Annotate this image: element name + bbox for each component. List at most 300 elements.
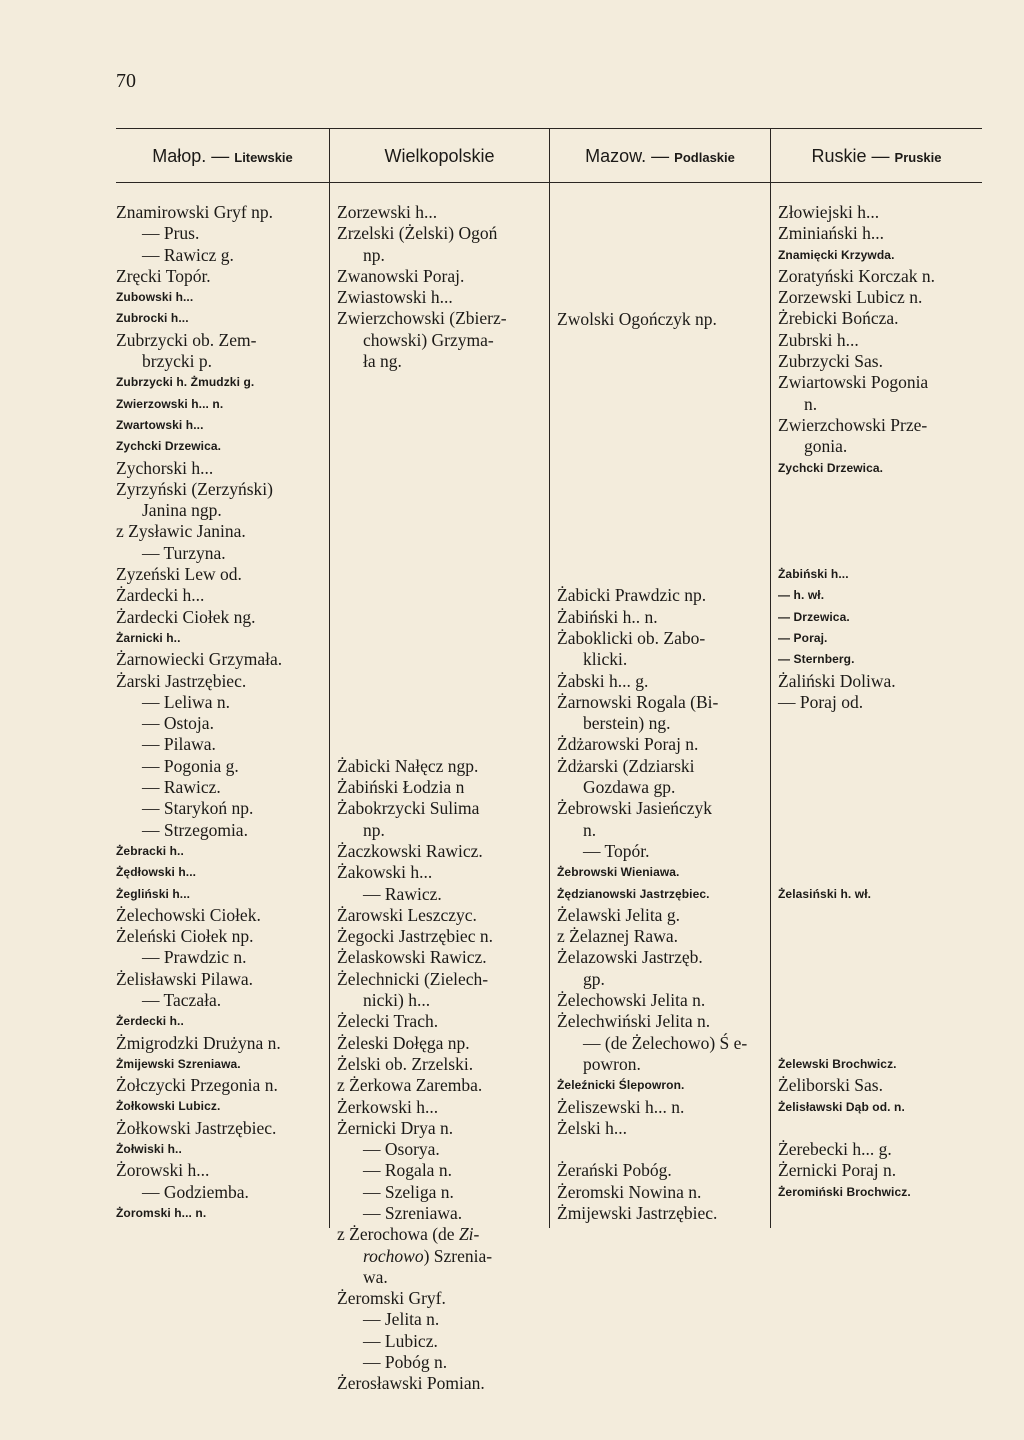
entry (337, 1160, 547, 1181)
entry (116, 990, 328, 1011)
entry-text: Żabiński h... (778, 567, 849, 582)
column-divider (329, 128, 330, 1228)
entry-text: — Jelita n. (363, 1309, 440, 1330)
entry-text: Żrebicki Bończa. (778, 308, 899, 329)
column-wielkopolskie (337, 202, 547, 1395)
entry-text: ła ng. (363, 351, 402, 372)
entry (778, 1054, 982, 1075)
entry (116, 351, 328, 372)
entry-text: Zubowski h... (116, 290, 194, 305)
column-spacer (778, 905, 982, 1054)
entry-text: Żaboklicki ob. Zabo- (557, 627, 706, 648)
entry (116, 607, 328, 628)
entry (116, 777, 328, 798)
entry-text: — Prus. (142, 223, 200, 244)
entry-text: Żabiński Łodzia n (337, 777, 465, 798)
entry-text: — Turzyna. (142, 542, 226, 563)
entry-text: Żędzianowski Jastrzębiec. (557, 886, 710, 901)
entry-text: Żelechowski Ciołek. (116, 904, 261, 925)
entry-text: Żmigrodzki Drużyna n. (116, 1032, 281, 1053)
entry-text: np. (363, 244, 385, 265)
entry-text: z Żelaznej Rawa. (557, 926, 678, 947)
entry-text: — Rogala n. (363, 1160, 452, 1181)
entry-text: — Prawdzic n. (142, 947, 247, 968)
entry (557, 607, 768, 628)
entry (116, 394, 328, 415)
entry-text: — Rawicz. (363, 883, 442, 904)
entry (116, 969, 328, 990)
entry-text: — Pogonia g. (142, 755, 239, 776)
entry-text: z Zysławic Janina. (116, 521, 246, 542)
entry (778, 372, 982, 393)
entry-text: Zyzeński Lew od. (116, 564, 242, 585)
header-col3 (550, 146, 770, 174)
entry (337, 1224, 547, 1245)
column-mazow-podlaskie (557, 202, 768, 1224)
entry (337, 223, 547, 244)
entry-text: z Żerkowa Zaremba. (337, 1075, 483, 1096)
entry-text: Żeromski Nowina n. (557, 1181, 702, 1202)
column-malop-litewskie (116, 202, 328, 1224)
entry (116, 756, 328, 777)
entry (778, 436, 982, 457)
entry (116, 1033, 328, 1054)
entry-text: Żakowski h... (337, 862, 433, 883)
entry-text: — Leliwa n. (142, 691, 230, 712)
entry-text: Gozdawa gp. (583, 777, 676, 798)
entry (337, 351, 547, 372)
entry-text: klicki. (583, 649, 628, 670)
entry (778, 287, 982, 308)
entry-text: Zubrzycki Sas. (778, 351, 883, 372)
entry (116, 585, 328, 606)
entry (337, 798, 547, 819)
entry-text: — Drzewica. (778, 609, 850, 624)
entry-text: Żebracki h.. (116, 843, 184, 858)
entry-text: berstein) ng. (583, 713, 671, 734)
entry-text: Znamirowski Gryf np. (116, 202, 273, 222)
entry (116, 287, 328, 308)
entry (337, 308, 547, 329)
entry-text: Żerebecki h... g. (778, 1139, 892, 1160)
entry-text: Zwierzchowski (Zbierz- (337, 308, 507, 329)
entry-text: Żelisławski Dąb od. n. (778, 1099, 905, 1114)
entry-text: — Osorya. (363, 1139, 440, 1160)
entry (557, 1054, 768, 1075)
entry-text: Żelechwiński Jelita n. (557, 1011, 711, 1032)
entry (778, 308, 982, 329)
entry-text: Zorzewski Lubicz n. (778, 287, 923, 308)
entry (337, 1097, 547, 1118)
entry-text: — Rawicz. (142, 777, 221, 798)
entry-text: Znamięcki Krzywda. (778, 247, 895, 262)
entry (778, 351, 982, 372)
entry-text: Zwolski Ogończyk np. (557, 308, 717, 329)
entry-text: — (de Żelechowo) Ś e- (583, 1032, 748, 1053)
entry (557, 1033, 768, 1054)
column-spacer (557, 1139, 768, 1160)
entry-text: Zychorski h... (116, 457, 214, 478)
entry-text: — Pobóg n. (363, 1352, 448, 1373)
entry (778, 585, 982, 606)
entry (557, 692, 768, 713)
entry (337, 1075, 547, 1096)
entry-text: Żarowski Leszczyc. (337, 904, 477, 925)
entry (116, 1011, 328, 1032)
entry (116, 1160, 328, 1181)
entry (778, 692, 982, 713)
entry-text: Zyrzyński (Zerzyński) (116, 478, 273, 499)
entry-text: Zwierzowski h... n. (116, 396, 224, 411)
entry (778, 1139, 982, 1160)
entry (116, 1118, 328, 1139)
entry-text: Zwierzchowski Prze- (778, 414, 928, 435)
entry (337, 1331, 547, 1352)
entry (116, 458, 328, 479)
header-col1-sep: — (206, 146, 235, 166)
entry (116, 330, 328, 351)
entry-text: Żarnicki h.. (116, 630, 181, 645)
entry-text: Żędłowski h... (116, 865, 197, 880)
header-col1-sub: Litewskie (234, 150, 293, 165)
entry (337, 245, 547, 266)
entry (116, 862, 328, 883)
entry-text: — h. wł. (778, 588, 825, 603)
entry (116, 905, 328, 926)
column-spacer (778, 1118, 982, 1139)
entry (116, 308, 328, 329)
column-spacer (557, 330, 768, 586)
entry (557, 713, 768, 734)
entry-text: Żabiński h.. n. (557, 606, 658, 627)
entry-text: Żelski h... (557, 1117, 627, 1138)
entry (116, 1139, 328, 1160)
entry (337, 969, 547, 990)
column-ruskie-pruskie (778, 202, 982, 1203)
entry-text: Żelechowski Jelita n. (557, 990, 706, 1011)
entry-text: Żeleński Ciołek np. (116, 926, 254, 947)
entry-text: np. (363, 819, 385, 840)
entry-text: Żołwiski h.. (116, 1142, 182, 1157)
entry (557, 947, 768, 968)
entry-text: Żabokrzycki Sulima (337, 798, 480, 819)
entry-text: — Starykoń np. (142, 798, 254, 819)
entry-text: — Szreniawa. (363, 1203, 463, 1223)
entry (116, 436, 328, 457)
entry (557, 1118, 768, 1139)
entry-text: — Rawicz g. (142, 244, 234, 265)
entry (337, 202, 547, 223)
entry-text: Żabski h... g. (557, 670, 649, 691)
entry-text: — Pilawa. (142, 734, 216, 755)
entry-text: Żeleźnicki Ślepowron. (557, 1078, 685, 1093)
entry (116, 500, 328, 521)
entry (778, 202, 982, 223)
entry (778, 1097, 982, 1118)
entry-text: Zwiartowski Pogonia (778, 372, 929, 393)
entry-text: Zwanowski Poraj. (337, 265, 465, 286)
entry-text: Zminiański h... (778, 223, 884, 244)
entry (778, 1160, 982, 1181)
entry-text: Żebrowski Wieniawa. (557, 865, 680, 880)
entry-text: — Lubicz. (363, 1330, 438, 1351)
entry (337, 820, 547, 841)
entry (557, 798, 768, 819)
entry-text: Żarnowski Rogala (Bi- (557, 691, 719, 712)
entry (337, 1033, 547, 1054)
entry-text: Zubrzycki h. Żmudzki g. (116, 375, 255, 390)
entry-text: — Ostoja. (142, 713, 214, 734)
entry (116, 1096, 328, 1117)
entry (116, 734, 328, 755)
entry (337, 1352, 547, 1373)
entry-text: Żebrowski Jasieńczyk (557, 798, 713, 819)
entry-text: — Poraj od. (778, 691, 864, 712)
entry-text: Żdżarski (Zdziarski (557, 755, 695, 776)
entry (557, 1011, 768, 1032)
entry-text: Żegliński h... (116, 886, 191, 901)
entry (557, 756, 768, 777)
entry (557, 1182, 768, 1203)
entry (337, 1139, 547, 1160)
entry (337, 1011, 547, 1032)
entry-text: Żegocki Jastrzębiec n. (337, 926, 493, 947)
entry (337, 1118, 547, 1139)
entry (778, 394, 982, 415)
header-col1 (116, 146, 329, 174)
entry (116, 820, 328, 841)
entry (116, 564, 328, 585)
entry-text: Żelisławski Pilawa. (116, 968, 254, 989)
entry (116, 884, 328, 905)
entry (116, 841, 328, 862)
entry-text: nicki) h... (363, 990, 431, 1011)
entry-text: Żaliński Doliwa. (778, 670, 896, 691)
entry-text: z Żerochowa (de (337, 1224, 459, 1245)
entry (116, 671, 328, 692)
entry-text: Żeleski Dołęga np. (337, 1032, 470, 1053)
entry (337, 1267, 547, 1288)
entry-text: Żelecki Trach. (337, 1011, 439, 1032)
column-spacer (337, 372, 547, 755)
entry-text: Żerdecki h.. (116, 1014, 184, 1029)
entry-text: Żarnowiecki Grzymała. (116, 649, 283, 670)
entry (557, 1075, 768, 1096)
entry-text: — Taczała. (142, 989, 222, 1010)
entry (337, 287, 547, 308)
entry-text: Żaczkowski Rawicz. (337, 840, 483, 861)
entry-text: Żardecki h... (116, 585, 205, 606)
header-col4-sep: — (866, 146, 895, 166)
entry (116, 266, 328, 287)
entry-text: Żerkowski h... (337, 1096, 439, 1117)
entry (116, 521, 328, 542)
entry (778, 223, 982, 244)
entry-text: Zwiastowski h... (337, 287, 453, 308)
entry-text: n. (804, 393, 818, 414)
entry (337, 1309, 547, 1330)
entry (116, 1182, 328, 1203)
entry-text: Zręcki Topór. (116, 265, 211, 286)
entry-text: Żernicki Poraj n. (778, 1160, 897, 1181)
entry (116, 798, 328, 819)
entry (337, 1203, 547, 1224)
entry (557, 734, 768, 755)
column-divider (770, 128, 771, 1228)
entry (116, 926, 328, 947)
entry-text: Żelaskowski Rawicz. (337, 947, 487, 968)
entry-text: Żmijewski Szreniawa. (116, 1056, 241, 1071)
entry (778, 330, 982, 351)
entry (116, 947, 328, 968)
entry-text: Żelski ob. Zrzelski. (337, 1053, 474, 1074)
entry (116, 1075, 328, 1096)
entry (337, 926, 547, 947)
entry-text-after: ) Szrenia- (423, 1245, 493, 1266)
entry (337, 947, 547, 968)
entry-italic: Zi- (458, 1224, 480, 1245)
entry-text: Żerański Pobóg. (557, 1160, 672, 1181)
entry (116, 628, 328, 649)
page-number: 70 (116, 70, 136, 92)
entry (557, 649, 768, 670)
entry-text: Zrzelski (Żelski) Ogoń (337, 223, 498, 244)
entry-text: chowski) Grzyma- (363, 329, 494, 350)
entry-text: Żmijewski Jastrzębiec. (557, 1203, 718, 1223)
entry (116, 1203, 328, 1224)
entry-text: Janina ngp. (142, 500, 222, 521)
entry-text: Żdżarowski Poraj n. (557, 734, 699, 755)
entry-text: Żelawski Jelita g. (557, 904, 680, 925)
entry (557, 884, 768, 905)
entry (778, 245, 982, 266)
entry (778, 266, 982, 287)
entry-text: Żołkowski Lubicz. (116, 1099, 221, 1114)
entry (116, 245, 328, 266)
entry-text: Zubrzycki ob. Zem- (116, 329, 257, 350)
entry-text: Zychcki Drzewica. (116, 439, 222, 454)
entry (337, 1288, 547, 1309)
entry-text: — Godziemba. (142, 1181, 249, 1202)
entry-text: Żardecki Ciołek ng. (116, 606, 256, 627)
entry (337, 862, 547, 883)
header-col3-sub: Podlaskie (674, 150, 735, 165)
entry (337, 756, 547, 777)
entry (337, 330, 547, 351)
column-spacer (778, 713, 982, 883)
entry-text: Zubrocki h... (116, 311, 189, 326)
entry (778, 628, 982, 649)
entry (337, 1246, 547, 1267)
entry (116, 415, 328, 436)
entry (116, 479, 328, 500)
entry-text: Żeliborski Sas. (778, 1075, 883, 1096)
header-col3-main: Mazow. (585, 146, 647, 166)
entry-text: Żabicki Prawdzic np. (557, 585, 707, 606)
entry (557, 1203, 768, 1224)
header-col4-main: Ruskie (811, 146, 867, 166)
entry (557, 1097, 768, 1118)
entry (337, 1054, 547, 1075)
entry-text: gp. (583, 968, 605, 989)
entry (557, 862, 768, 883)
entry (557, 777, 768, 798)
entry-text: — Topór. (583, 840, 650, 861)
entry (557, 926, 768, 947)
entry-text: Żerosławski Pomian. (337, 1373, 485, 1394)
entry (116, 713, 328, 734)
entry-text: Żelechnicki (Zielech- (337, 968, 489, 989)
entry (116, 692, 328, 713)
entry (337, 1373, 547, 1394)
entry-italic: rochowo (363, 1245, 424, 1266)
entry (337, 777, 547, 798)
entry-text: — Strzegomia. (142, 819, 248, 840)
entry (778, 607, 982, 628)
entry-text: n. (583, 819, 597, 840)
entry-text: — Szeliga n. (363, 1181, 454, 1202)
entry-text: Żeliszewski h... n. (557, 1096, 685, 1117)
entry-text: Żabicki Nałęcz ngp. (337, 755, 479, 776)
entry (557, 1160, 768, 1181)
entry-text: Żorowski h... (116, 1160, 210, 1181)
entry (337, 990, 547, 1011)
entry (116, 372, 328, 393)
entry (337, 841, 547, 862)
column-spacer (778, 479, 982, 564)
entry-text: Zychcki Drzewica. (778, 460, 884, 475)
entry-text: Żelewski Brochwicz. (778, 1056, 897, 1071)
entry-text: wa. (363, 1266, 388, 1287)
entry (557, 585, 768, 606)
header-col2 (330, 146, 549, 174)
entry (557, 841, 768, 862)
entry (116, 1054, 328, 1075)
entry (557, 671, 768, 692)
entry-text: Żeromski Gryf. (337, 1288, 446, 1309)
entry (778, 415, 982, 436)
entry-text: gonia. (804, 436, 848, 457)
entry (337, 1182, 547, 1203)
entry (557, 820, 768, 841)
entry-text: Żarski Jastrzębiec. (116, 670, 247, 691)
entry (778, 884, 982, 905)
entry (778, 649, 982, 670)
entry-text: brzycki p. (142, 351, 212, 372)
entry (778, 1182, 982, 1203)
entry (116, 202, 328, 223)
header-col3-sep: — (646, 146, 675, 166)
entry (778, 1075, 982, 1096)
entry (557, 990, 768, 1011)
column-divider (549, 128, 550, 1228)
entry-text: Żoromski h... n. (116, 1205, 207, 1220)
entry-text: Żelasiński h. wł. (778, 886, 872, 901)
entry (557, 905, 768, 926)
header-col1-main: Małop. (152, 146, 207, 166)
entry (778, 671, 982, 692)
header-col2-main: Wielkopolskie (384, 146, 495, 166)
entry-text: Zoratyński Korczak n. (778, 265, 935, 286)
entry-text: Złowiejski h... (778, 202, 880, 222)
header-col4 (771, 146, 982, 174)
entry-text: — Poraj. (778, 630, 828, 645)
entry-text: Zubrski h... (778, 329, 859, 350)
column-spacer (557, 202, 768, 309)
entry-text: Zwartowski h... (116, 417, 204, 432)
entry-text: Żeromiński Brochwicz. (778, 1184, 911, 1199)
entry (557, 628, 768, 649)
